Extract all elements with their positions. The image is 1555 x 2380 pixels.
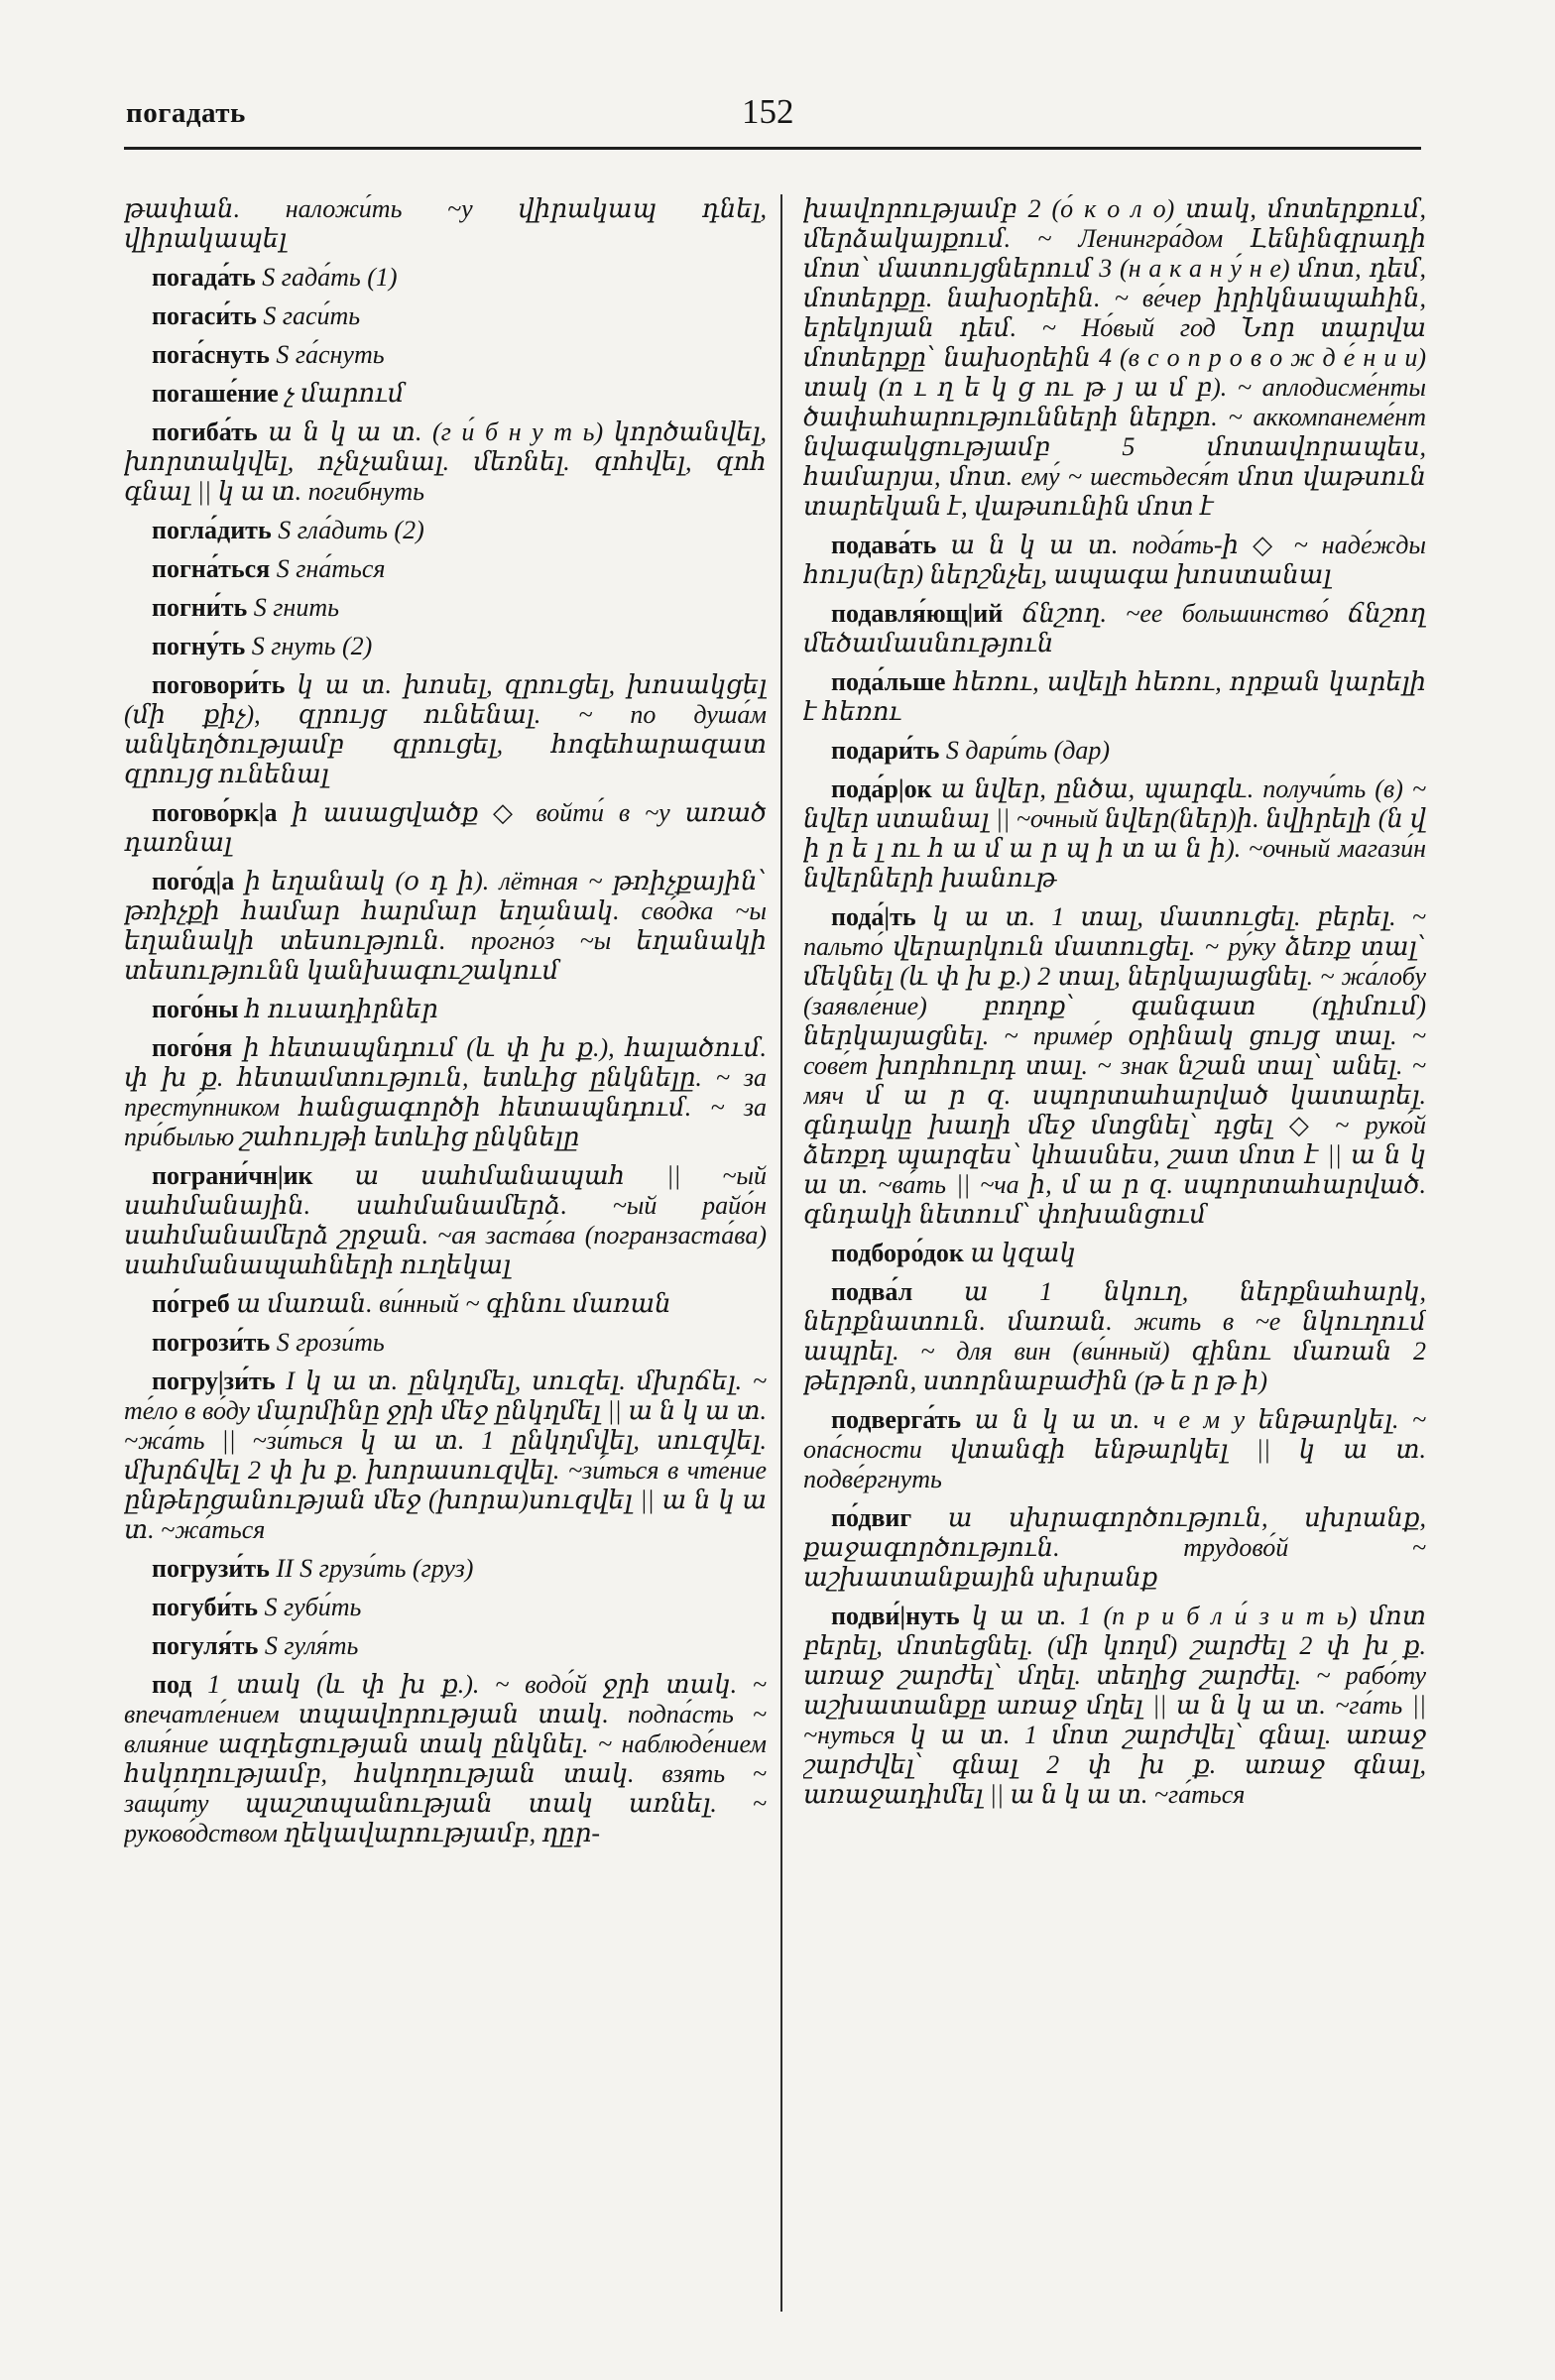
entry-translation: S губи́ть — [264, 1593, 362, 1621]
entry-translation: չ մարում — [285, 379, 405, 408]
dictionary-entry — [803, 1503, 1426, 1593]
entry-translation: թափան. наложи́ть ~у վիրակապ դնել, վիրակապել — [124, 194, 767, 253]
entry-translation: 1 տակ (և փ խ ք.). ~ водо́й ջրի տակ. ~ впечатле́нием տպավորության տակ. подпа́сть ~ влия́ние ազդեցության տակ ընկնել. ~ наблюде́нием հսկողությամբ, հսկողության տակ. взять ~ защи́ту պաշտպանության տակ առնել. ~ руково́дством ղեկավարությամբ, ղըր- — [124, 1670, 767, 1847]
entry-headword: пога́снуть — [152, 340, 270, 369]
entry-headword: погада́ть — [152, 263, 256, 292]
header-rule — [124, 147, 1421, 150]
entry-headword: погаси́ть — [152, 301, 257, 330]
entry-translation: ա մառան. ви́нный ~ գինու մառան — [236, 1289, 671, 1318]
dictionary-entry — [124, 263, 767, 293]
entry-headword: пода́льше — [831, 667, 946, 696]
entry-headword: подверга́ть — [831, 1405, 962, 1434]
dictionary-entry — [124, 1631, 767, 1661]
entry-translation: S гуля́ть — [264, 1631, 359, 1660]
entry-headword: подари́ть — [831, 736, 940, 765]
entry-translation: S гнуть (2) — [251, 632, 373, 660]
dictionary-entry — [124, 379, 767, 409]
dictionary-entry — [124, 798, 767, 858]
dictionary-entry — [124, 632, 767, 661]
entry-translation: S гаси́ть — [263, 301, 361, 330]
dictionary-entry — [803, 774, 1426, 893]
entry-headword: под — [152, 1670, 192, 1699]
dictionary-entry — [803, 1602, 1426, 1810]
entry-headword: погни́ть — [152, 593, 248, 622]
page-header — [0, 0, 1555, 159]
entry-headword: погрузи́ть — [152, 1554, 270, 1583]
entry-translation: ա 1 նկուղ, ներքնահարկ, ներքնատուն. մառան. жить в ~е նկուղում ապրել. ~ для вин (ви́нный) գինու մառան 2 թերթոն, ստորնաբաժին (թ ե ր թ ի) — [803, 1277, 1426, 1395]
entry-headword: пого́ня — [152, 1033, 233, 1062]
entry-headword: погово́рк|а — [152, 798, 278, 827]
entry-translation: ա սահմանապահ || ~ый սահմանային. սահմանամերձ. ~ый райо́н սահմանամերձ շրջան. ~ая заста́ва (погранзаста́ва) սահմանապահների ուղեկալ — [124, 1161, 767, 1279]
dictionary-entry — [124, 1554, 767, 1584]
column-divider — [780, 194, 782, 2312]
entry-headword: подва́л — [831, 1277, 913, 1306]
entry-translation: S дари́ть (дар) — [945, 736, 1111, 765]
entry-translation: հ ուսադիրներ — [244, 995, 438, 1023]
entry-headword: погну́ть — [152, 632, 246, 660]
entry-headword: пода́|ть — [831, 902, 916, 931]
entry-headword: погла́дить — [152, 516, 272, 544]
entry-headword: пого́ны — [152, 995, 239, 1023]
entry-translation: S грози́ть — [276, 1328, 385, 1357]
left-column — [124, 194, 767, 2356]
entry-headword: погиба́ть — [152, 417, 258, 446]
dictionary-entry — [803, 531, 1426, 590]
page-number: 152 — [742, 92, 794, 131]
entry-headword: погна́ться — [152, 554, 271, 583]
entry-translation: կ ա տ. խոսել, զրուցել, խոսակցել (մի քիչ), զրույց ունենալ. ~ по душа́м անկեղծությամբ զրուցել, հոգեհարազատ զրույց ունենալ — [124, 670, 767, 788]
dictionary-entry — [124, 1033, 767, 1152]
entry-translation: I կ ա տ. ընկղմել, սուզել. մխրճել. ~ те́ло в во́ду մարմինը ջրի մեջ ընկղմել || ա ն կ ա տ. ~жа́ть || ~зи́ться կ ա տ. 1 ընկղմվել, սուզվել. մխրճվել 2 փ խ ք. խորասուզվել. ~зи́ться в чте́ние ընթերցանության մեջ (խորա)սուզվել || ա ն կ ա տ. ~жа́ться — [124, 1367, 767, 1544]
entry-translation: ի ասացվածք ◇ войти́ в ~у առած դառնալ — [124, 798, 767, 857]
entry-translation: S гна́ться — [276, 554, 386, 583]
entry-translation: կ ա տ. 1 տալ, մատուցել. բերել. ~ пальто́ վերարկուն մատուցել. ~ ру́ку ձեռք տալ՝ մեկնել (և փ խ ք.) 2 տալ, ներկայացնել. ~ жа́лобу (заявле́ние) բողոք՝ գանգատ (դիմում) ներկայացնել. ~ приме́р օրինակ ցույց տալ. ~ сове́т խորհուրդ տալ. ~ знак նշան տալ՝ անել. ~ мяч մ ա ր զ. սպորտահարված կատարել. գնդակը խաղի մեջ մտցնել՝ դցել ◇ ~ руко́й ձեռքդ պարզես՝ կհասնես, շատ մոտ է || ա ն կ ա տ. ~ва́ть || ~ча ի, մ ա ր զ. սպորտահարված. գնդակի նետում՝ փոխանցում — [803, 902, 1426, 1229]
entry-translation: խավորությամբ 2 (о́ к о л о) տակ, մոտերքում, մերձակայքում. ~ Ленингра́дом Լենինգրադի մոտ՝ մատույցներում 3 (н а к а н у́ н е) մոտ, դեմ, մոտերքը. նախօրեին. ~ ве́чер իրիկնապահին, երեկոյան դեմ. ~ Но́вый год Նոր տարվա մոտերքը՝ նախօրեին 4 (в с о п р о в о ж д е́ н и и) տակ (ո ւ ղ ե կ ց ու թ յ ա մ բ). ~ аплодисме́нты ծափահարությունների ներքո. ~ аккомпанеме́нт նվագակցությամբ 5 մոտավորապես, համարյա, մոտ. ему́ ~ шестьдеся́т մոտ վաթսուն տարեկան է, վաթսունին մոտ է — [803, 194, 1426, 521]
entry-translation: ճնշող. ~ее большинство́ ճնշող մեծամասնություն — [803, 599, 1426, 657]
entry-headword: погру|зи́ть — [152, 1367, 276, 1395]
dictionary-entry — [124, 1161, 767, 1280]
dictionary-entry — [803, 1405, 1426, 1494]
entry-headword: подборо́док — [831, 1239, 964, 1267]
entry-translation: ա ն կ ա տ. ч е м у ենթարկել. ~ опа́сности վտանգի ենթարկել || կ ա տ. подве́ргнуть — [803, 1405, 1426, 1493]
right-column — [803, 194, 1426, 2356]
dictionary-entry — [124, 194, 767, 254]
entry-headword: погаше́ние — [152, 379, 279, 408]
running-head-word: погадать — [126, 97, 246, 129]
entry-translation: S га́снуть — [276, 340, 385, 369]
dictionary-entry — [803, 667, 1426, 727]
entry-headword: пода́р|ок — [831, 774, 932, 803]
entry-headword: подавля́ющ|ий — [831, 599, 1004, 628]
entry-translation: II S грузи́ть (груз) — [276, 1554, 474, 1583]
entry-translation: ա նվեր, ընծա, պարգև. получи́ть (в) ~ նվեր ստանալ || ~очный նվեր(ներ)ի. նվիրելի (ն վ ի ր ե լ ու հ ա մ ա ր պ ի տ ա ն ի). ~очный магази́н նվերների խանութ — [803, 774, 1426, 892]
entry-translation: S гнить — [253, 593, 339, 622]
dictionary-entry — [124, 1593, 767, 1622]
dictionary-entry — [124, 1670, 767, 1848]
dictionary-entry — [124, 1328, 767, 1358]
dictionary-entry — [124, 1367, 767, 1545]
entry-headword: подви́|нуть — [831, 1602, 960, 1630]
entry-translation: ա կզակ — [970, 1239, 1076, 1267]
dictionary-entry — [124, 301, 767, 331]
dictionary-entry — [124, 417, 767, 507]
entry-headword: пого́д|а — [152, 867, 235, 895]
entry-headword: пограни́чн|ик — [152, 1161, 313, 1190]
dictionary-entry — [124, 554, 767, 584]
entry-translation: S гла́дить (2) — [278, 516, 424, 544]
dictionary-entry — [803, 736, 1426, 766]
dictionary-entry — [124, 340, 767, 370]
entry-translation: ա ն կ ա տ. (г и́ б н у т ь) կործանվել, խորտակվել, ոչնչանալ. մեռնել. զոհվել, զոհ գնալ || կ ա տ. погибнуть — [124, 417, 767, 506]
entry-translation: ի հետապնդում (և փ խ ք.), հալածում. փ խ ք. հետամտություն, ետևից ընկնելը. ~ за престу́пником հանցագործի հետապնդում. ~ за при́былью շահույթի ետևից ընկնելը — [124, 1033, 767, 1151]
entry-headword: погуби́ть — [152, 1593, 258, 1621]
dictionary-entry — [124, 593, 767, 623]
entry-translation: հեռու, ավելի հեռու, որքան կարելի է հեռու — [803, 667, 1426, 726]
dictionary-entry — [803, 599, 1426, 658]
dictionary-entry — [124, 1289, 767, 1319]
dictionary-entry — [124, 670, 767, 789]
entry-translation: ա սխրագործություն, սխրանք, քաջագործություն. трудово́й ~ աշխատանքային սխրանք — [803, 1503, 1426, 1592]
entry-headword: погрози́ть — [152, 1328, 271, 1357]
entry-translation: S гада́ть (1) — [262, 263, 398, 292]
dictionary-entry — [803, 1239, 1426, 1268]
dictionary-entry — [124, 995, 767, 1024]
entry-translation: ա ն կ ա տ. пода́ть-ի ◇ ~ наде́жды հույս(եր) ներշնչել, ապագա խոստանալ — [803, 531, 1426, 589]
dictionary-entry — [803, 1277, 1426, 1396]
dictionary-entry — [803, 194, 1426, 522]
entry-headword: по́двиг — [831, 1503, 912, 1532]
dictionary-entry — [124, 867, 767, 986]
entry-headword: подава́ть — [831, 531, 937, 559]
entry-translation: ի եղանակ (օ դ ի). лётная ~ թռիչքային՝ թռիչքի համար հարմար եղանակ. сво́дка ~ы եղանակի տեսություն. прогно́з ~ы եղանակի տեսությունն կանխագուշակում — [124, 867, 767, 985]
entry-headword: поговори́ть — [152, 670, 286, 699]
entry-headword: по́греб — [152, 1289, 230, 1318]
entry-translation: կ ա տ. 1 (п р и б л и́ з и т ь) մոտ բերել, մոտեցնել. (մի կողմ) շարժել 2 փ խ ք. առաջ շարժել՝ մղել. տեղից շարժել. ~ рабо́ту աշխատանքը առաջ մղել || ա ն կ ա տ. ~га́ть || ~нуться կ ա տ. 1 մոտ շարժվել՝ գնալ. առաջ շարժվել՝ գնալ 2 փ խ ք. առաջ գնալ, առաջադիմել || ա ն կ ա տ. ~га́ться — [803, 1602, 1426, 1809]
entry-headword: погуля́ть — [152, 1631, 259, 1660]
dictionary-entry — [124, 516, 767, 545]
dictionary-entry — [803, 902, 1426, 1230]
